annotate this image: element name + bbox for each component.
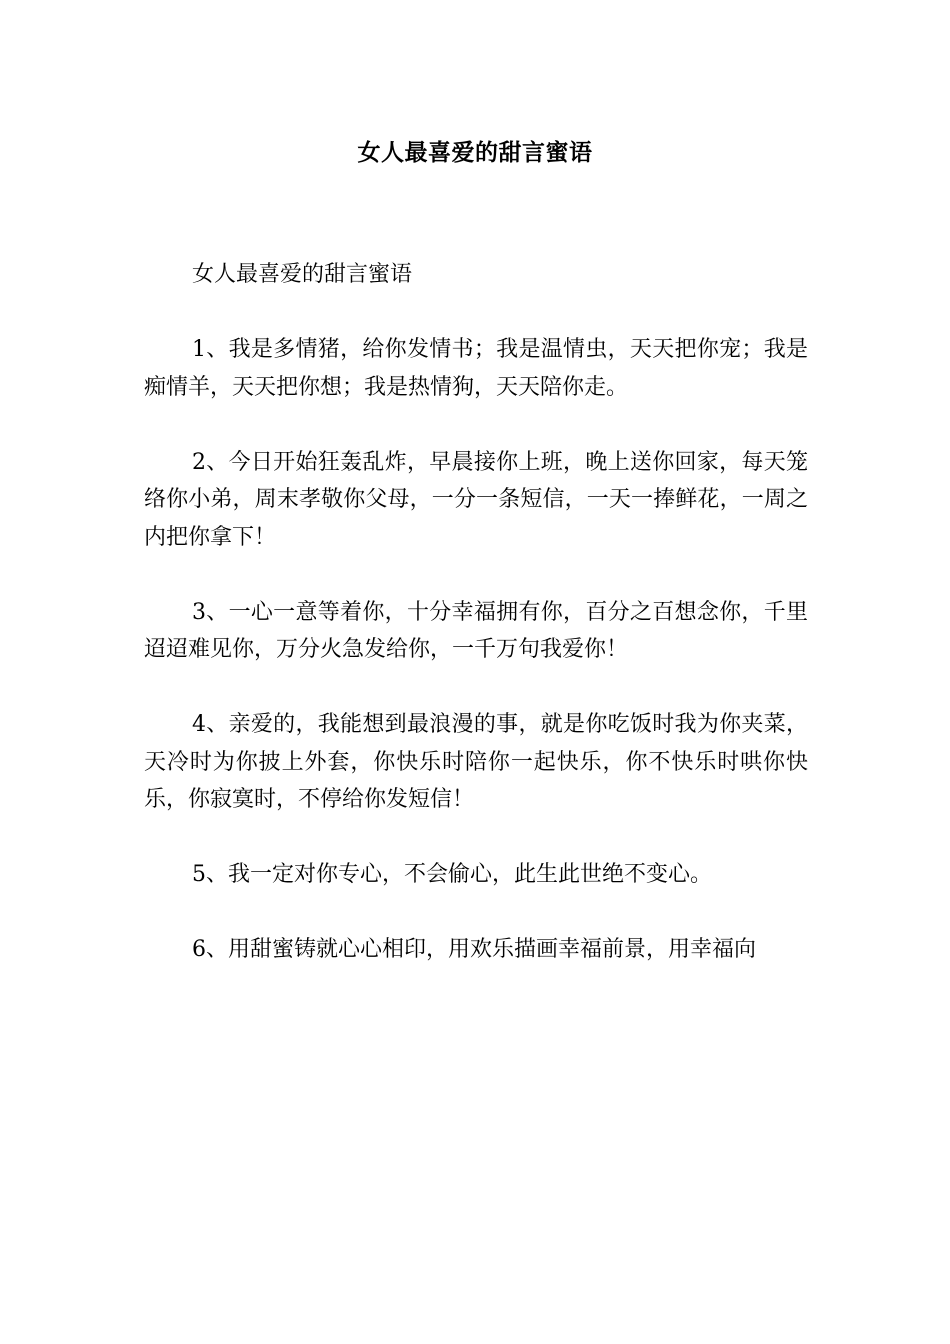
- paragraph-3: 3、一心一意等着你，十分幸福拥有你，百分之百想念你，千里迢迢难见你，万分火急发给你，一千万句我爱你！: [144, 599, 808, 662]
- paragraph-2: 2、今日开始狂轰乱炸，早晨接你上班，晚上送你回家，每天笼络你小弟，周末孝敬你父母，一分一条短信，一天一捧鲜花，一周之内把你拿下！: [144, 449, 808, 550]
- paragraph-5: 5、我一定对你专心，不会偷心，此生此世绝不变心。: [192, 862, 712, 887]
- paragraph-1: 1、我是多情猪，给你发情书；我是温情虫，天天把你宠；我是痴情羊，天天把你想；我是热情狗，天天陪你走。: [144, 337, 808, 400]
- paragraph-6: 6、用甜蜜铸就心心相印，用欢乐描画幸福前景，用幸福向: [192, 937, 756, 962]
- paragraph-4: 4、亲爱的，我能想到最浪漫的事，就是你吃饭时我为你夹菜，天冷时为你披上外套，你快乐时陪你一起快乐，你不快乐时哄你快乐，你寂寞时，不停给你发短信！: [144, 712, 808, 812]
- document-title: 女人最喜爱的甜言蜜语: [357, 140, 593, 166]
- paragraph-subtitle: 女人最喜爱的甜言蜜语: [192, 262, 413, 287]
- document-body: [144, 256, 808, 969]
